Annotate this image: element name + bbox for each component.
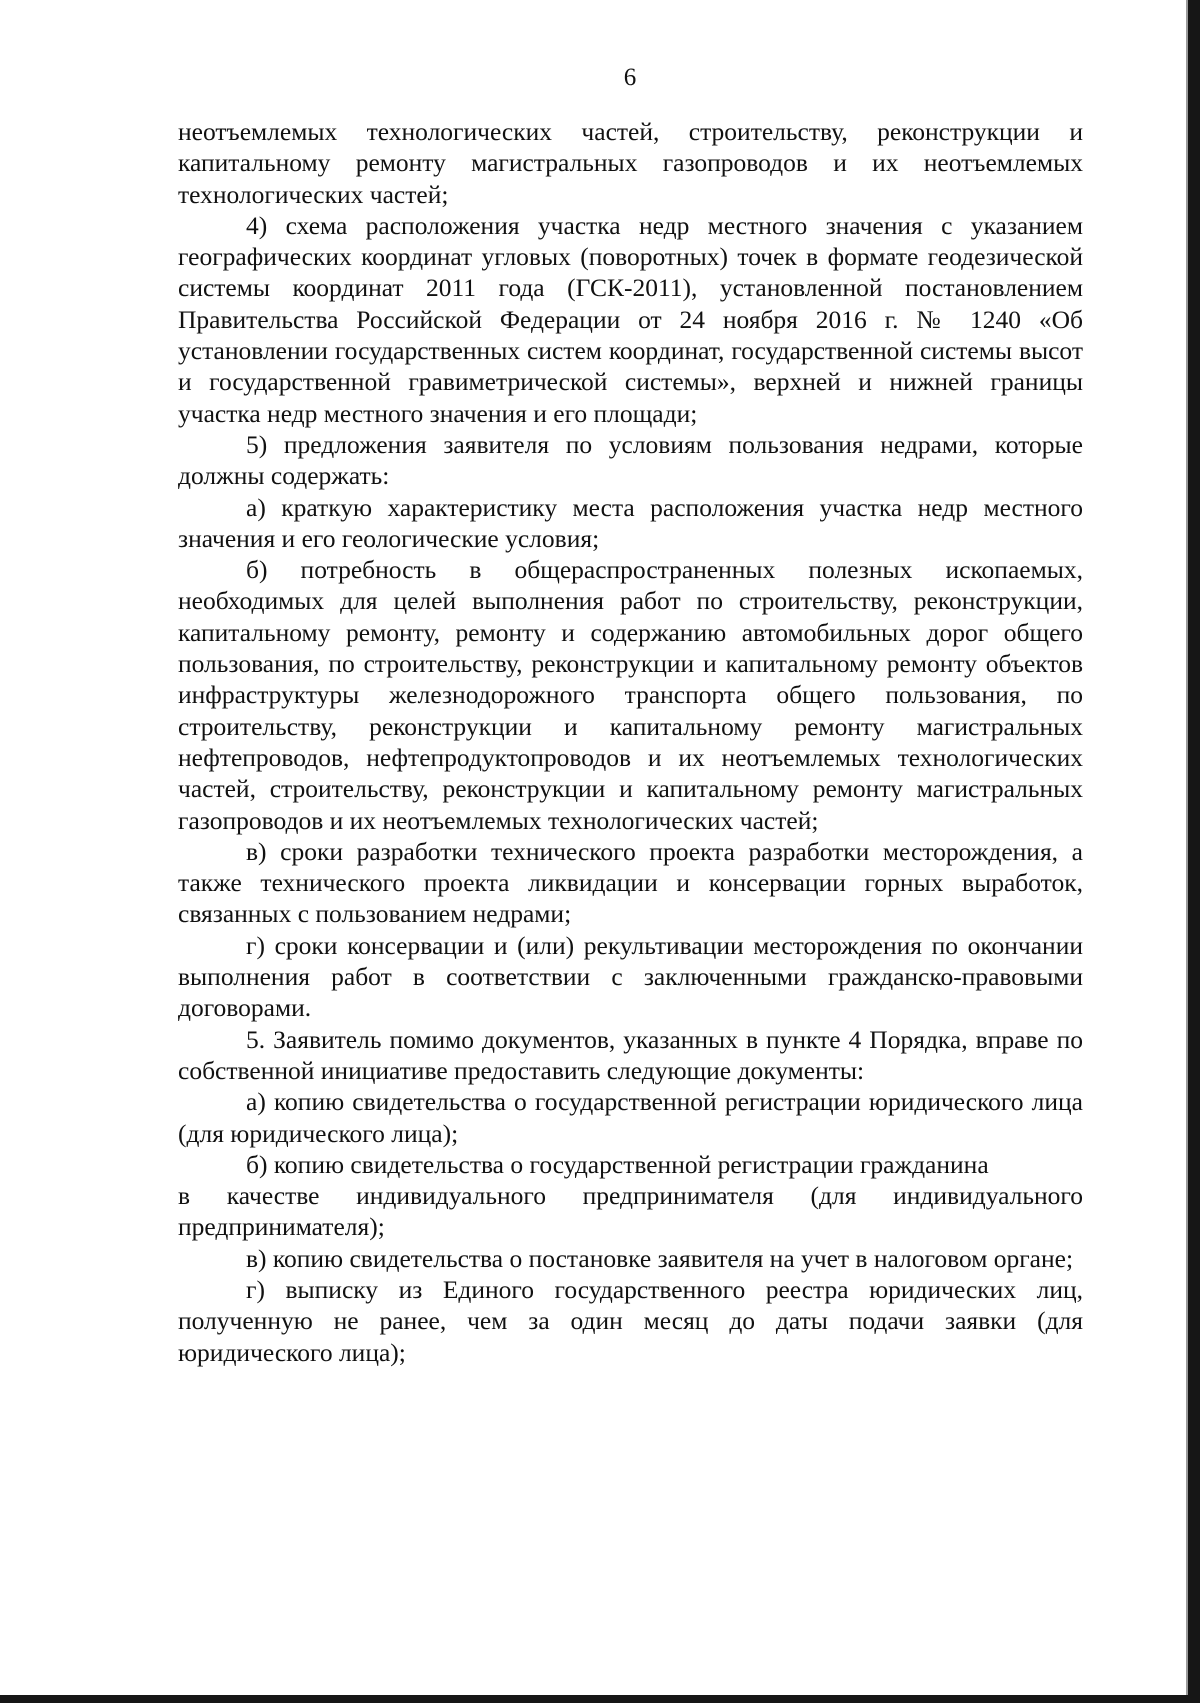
paragraph: г) выписку из Единого государственного реестра юридических лиц, полученную не ранее, чем за один месяц до даты подачи заявки (для юридического лица); [178, 1274, 1083, 1367]
paragraph: в качестве индивидуального предпринимателя (для индивидуального предпринимателя); [178, 1181, 1083, 1242]
paragraph: б) копию свидетельства о государственной регистрации гражданина [246, 1149, 989, 1179]
paragraph: в) копию свидетельства о постановке заявителя на учет в налоговом органе; [246, 1243, 1074, 1273]
paragraph: 5. Заявитель помимо документов, указанных в пункте 4 Порядка, вправе по собственной инициативе предоставить следующие документы: [178, 1024, 1083, 1085]
paragraph: 5) предложения заявителя по условиям пользования недрами, которые должны содержать: [178, 429, 1083, 491]
scan-edge-bottom [0, 1695, 1200, 1703]
paragraph: 4) схема расположения участка недр местного значения с указанием географических координат угловых (поворотных) точек в формате геодезической системы координат 2011 года (ГСК-2011), установленной постановлением Правительства Российской Федерации от 24 ноября 2016 г. № 1240 «Об установлении государственных систем координат, государственной системы высот и государственной гравиметрической системы», верхней и нижней границы участка недр местного значения и его площади; [178, 210, 1083, 428]
paragraph: а) краткую характеристику места расположения участка недр местного значения и его геологические условия; [178, 492, 1083, 553]
paragraph: а) копию свидетельства о государственной регистрации юридического лица (для юридического лица); [178, 1087, 1083, 1148]
paragraph: неотъемлемых технологических частей, строительству, реконструкции и капитальному ремонту магистральных газопроводов и их неотъемлемых технологических частей; [178, 117, 1083, 209]
paragraph: б) потребность в общераспространенных полезных ископаемых, необходимых для целей выполнения работ по строительству, реконструкции, капитальному ремонту, ремонту и содержанию автомобильных дорог общего пользования, по строительству, реконструкции и капитальному ремонту объектов инфраструктуры железнодорожного транспорта общего пользования, по строительству, реконструкции и капитальному ремонту магистральных нефтепроводов, нефтепродуктопроводов и их неотъемлемых технологических частей, строительству, реконструкции и капитальному ремонту магистральных газопроводов и их неотъемлемых технологических частей; [178, 555, 1083, 835]
page-number: 6 [623, 64, 637, 91]
paragraph: в) сроки разработки технического проекта разработки месторождения, а также технического проекта ликвидации и консервации горных выработок, связанных с пользованием недрами; [178, 836, 1083, 929]
document-body [178, 116, 1083, 1368]
scan-edge-right [1188, 0, 1200, 1703]
paragraph: г) сроки консервации и (или) рекультивации месторождения по окончании выполнения работ в соответствии с заключенными гражданско-правовыми договорами. [178, 930, 1083, 1023]
